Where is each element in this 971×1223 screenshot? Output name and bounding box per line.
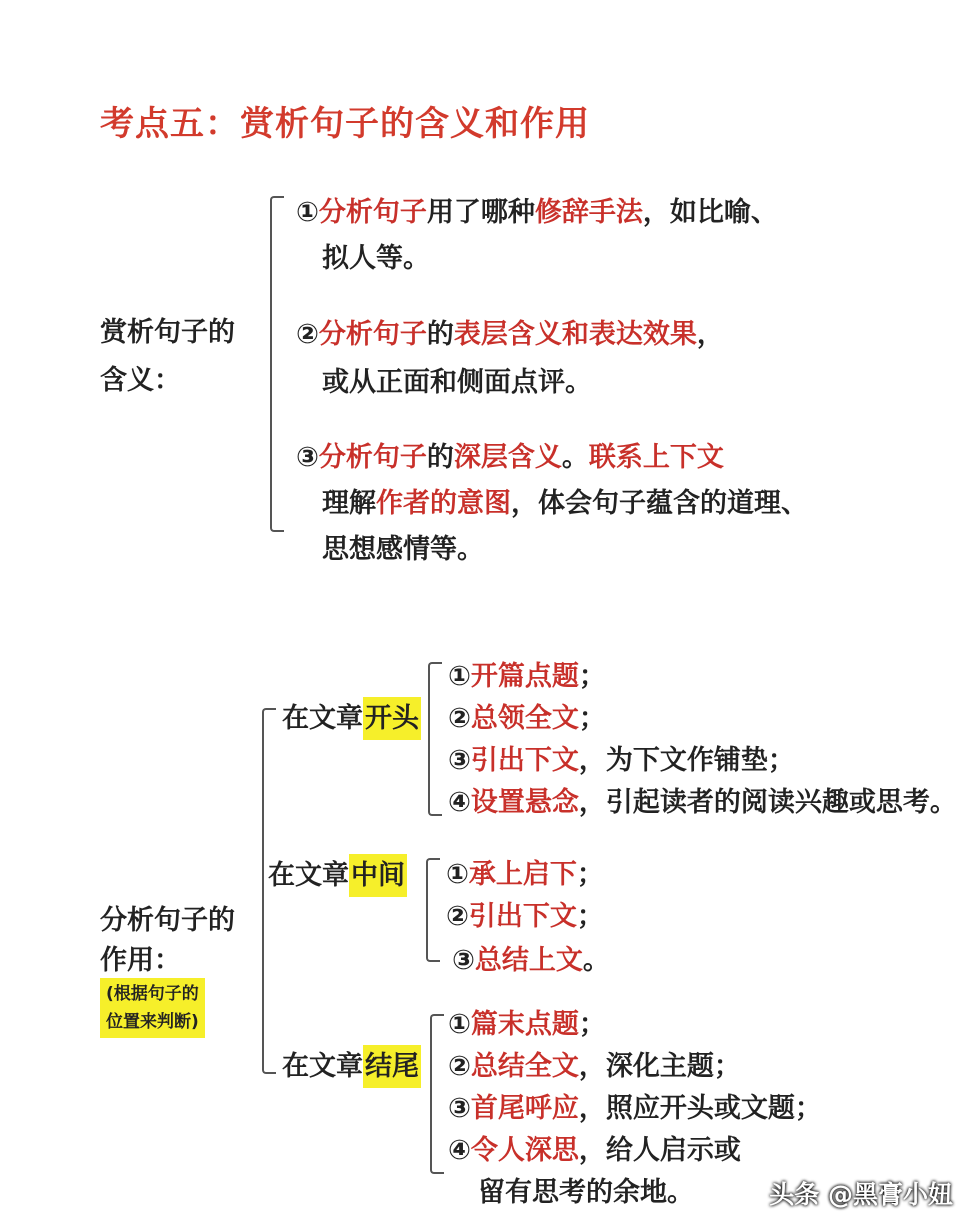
plain-text: ； xyxy=(578,703,606,734)
group-bracket xyxy=(426,858,440,962)
position-prefix: 在文章 xyxy=(268,860,349,891)
plain-text: 用了哪种 xyxy=(426,197,535,228)
plain-text: ① xyxy=(448,661,471,692)
position-highlight: 结尾 xyxy=(363,1045,421,1088)
plain-text: 的 xyxy=(426,319,454,350)
position-prefix: 在文章 xyxy=(282,1051,363,1082)
keyword-text: 总结上文 xyxy=(474,945,583,976)
plain-text: ； xyxy=(578,1009,606,1040)
keyword-text: 设置悬念 xyxy=(470,787,579,818)
meaning-item-1-line xyxy=(322,242,430,276)
position-highlight: 开头 xyxy=(363,697,421,740)
meaning-bracket xyxy=(270,196,284,532)
plain-text: ，体会句子蕴含的道理、 xyxy=(511,488,808,519)
plain-text: ，给人启示或 xyxy=(578,1135,741,1166)
meaning-item-1-line xyxy=(296,196,778,230)
position-prefix: 在文章 xyxy=(282,703,363,734)
function-note-line2: 位置来判断) xyxy=(106,1012,199,1032)
function-item xyxy=(452,944,610,978)
meaning-item-2-line xyxy=(322,366,592,400)
function-note-line1: (根据句子的 xyxy=(106,984,199,1004)
page-title: 考点五：赏析句子的含义和作用 xyxy=(100,104,590,144)
keyword-text: 篇末点题 xyxy=(470,1009,579,1040)
plain-text: ② xyxy=(446,901,469,932)
plain-text: ② xyxy=(448,703,471,734)
function-item xyxy=(446,858,604,892)
plain-text: ① xyxy=(448,1009,471,1040)
plain-text: ； xyxy=(576,901,604,932)
plain-text: ； xyxy=(578,661,606,692)
plain-text: 或从正面和侧面点评。 xyxy=(322,367,592,398)
keyword-text: 承上启下 xyxy=(468,859,577,890)
keyword-text: 修辞手法 xyxy=(534,197,643,228)
function-item xyxy=(448,702,606,736)
keyword-text: 总领全文 xyxy=(470,703,579,734)
group-bracket xyxy=(428,662,442,816)
function-item xyxy=(448,660,606,694)
plain-text: 的 xyxy=(426,442,454,473)
keyword-text: 引出下文 xyxy=(470,745,579,776)
plain-text: 。 xyxy=(582,945,610,976)
plain-text: ，为下文作铺垫； xyxy=(578,745,795,776)
keyword-text: 开篇点题 xyxy=(470,661,579,692)
meaning-label-line1: 赏析句子的 xyxy=(100,317,235,348)
watermark: 头条 @黑膏小妞 xyxy=(769,1180,953,1209)
plain-text: ③ xyxy=(452,945,475,976)
keyword-text: 深层含义 xyxy=(453,442,562,473)
keyword-text: 联系上下文 xyxy=(588,442,724,473)
plain-text: ③ xyxy=(448,1093,471,1124)
meaning-item-3-line xyxy=(322,533,484,567)
function-item xyxy=(448,1092,822,1126)
plain-text: 理解 xyxy=(322,488,376,519)
plain-text: ，照应开头或文题； xyxy=(578,1093,822,1124)
meaning-label-line2: 含义： xyxy=(100,365,181,396)
function-label-line1: 分析句子的 xyxy=(100,905,235,936)
function-item xyxy=(448,786,957,820)
plain-text: 思想感情等。 xyxy=(322,534,484,565)
keyword-text: 分析句子 xyxy=(318,197,427,228)
function-item xyxy=(448,1134,741,1168)
keyword-text: 分析句子 xyxy=(318,319,427,350)
plain-text: ，如比喻、 xyxy=(642,197,778,228)
plain-text: ， xyxy=(696,319,724,350)
keyword-text: 表层含义和表达效果 xyxy=(453,319,697,350)
function-item xyxy=(448,744,795,778)
keyword-text: 作者的意图 xyxy=(376,488,511,519)
plain-text: ，深化主题； xyxy=(578,1051,741,1082)
plain-text: 。 xyxy=(561,442,589,473)
plain-text: ② xyxy=(296,319,319,350)
plain-text: ① xyxy=(446,859,469,890)
function-item xyxy=(448,1050,741,1084)
function-item xyxy=(446,900,604,934)
plain-text: 留有思考的余地。 xyxy=(478,1177,694,1208)
meaning-item-2-line xyxy=(296,318,724,352)
plain-text: ③ xyxy=(296,442,319,473)
position-highlight: 中间 xyxy=(349,854,407,897)
position-label xyxy=(282,702,421,736)
function-item xyxy=(478,1176,694,1210)
position-label xyxy=(282,1050,421,1084)
plain-text: ② xyxy=(448,1051,471,1082)
keyword-text: 令人深思 xyxy=(470,1135,579,1166)
plain-text: ③ xyxy=(448,745,471,776)
function-item xyxy=(448,1008,606,1042)
keyword-text: 总结全文 xyxy=(470,1051,579,1082)
keyword-text: 首尾呼应 xyxy=(470,1093,579,1124)
plain-text: 拟人等。 xyxy=(322,243,430,274)
plain-text: ，引起读者的阅读兴趣或思考。 xyxy=(578,787,957,818)
keyword-text: 分析句子 xyxy=(318,442,427,473)
group-bracket xyxy=(430,1014,444,1174)
plain-text: ① xyxy=(296,197,319,228)
meaning-item-3-line xyxy=(296,441,724,475)
function-label-line2: 作用： xyxy=(100,945,181,976)
meaning-item-3-line xyxy=(322,487,808,521)
plain-text: ； xyxy=(576,859,604,890)
plain-text: ④ xyxy=(448,1135,471,1166)
function-note xyxy=(100,978,205,1038)
position-label xyxy=(268,859,407,893)
plain-text: ④ xyxy=(448,787,471,818)
keyword-text: 引出下文 xyxy=(468,901,577,932)
